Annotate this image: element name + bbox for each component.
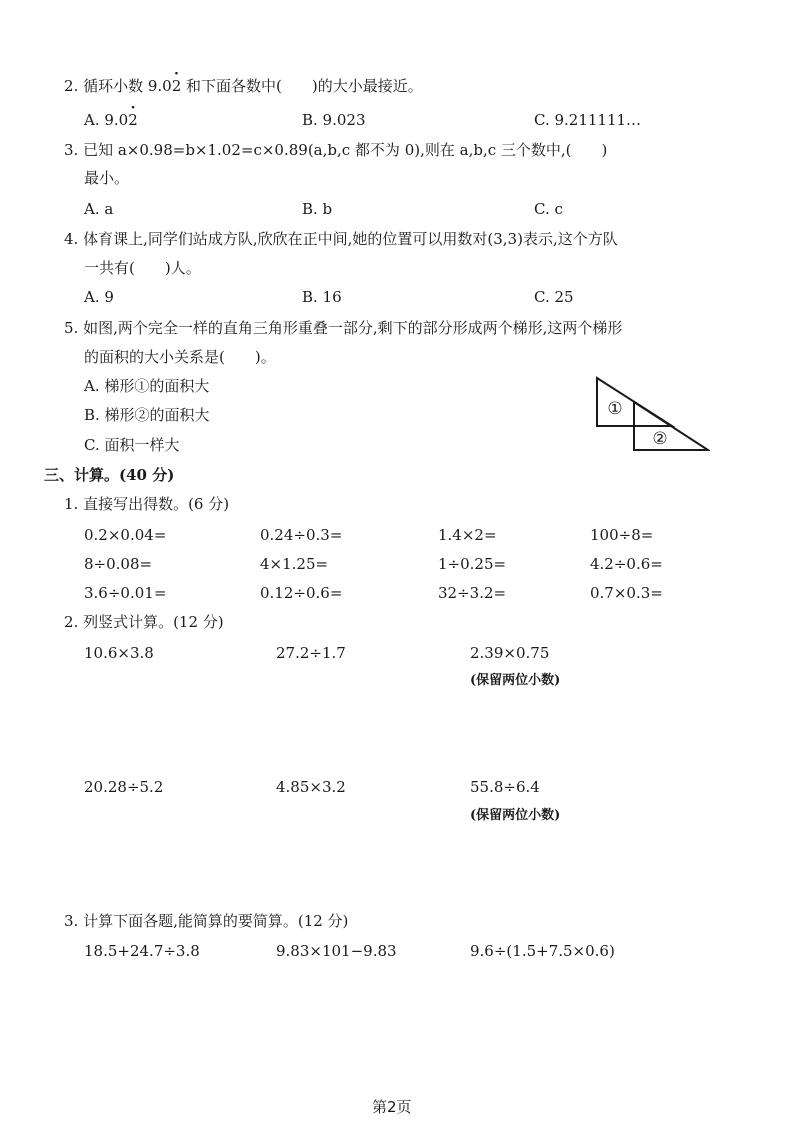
q2-option-b: B. 9.023 [302, 111, 366, 129]
q4-option-a: A. 9 [84, 288, 114, 306]
vertical-calc-item: 27.2÷1.7 [276, 644, 346, 662]
mental-math-item: 0.24÷0.3= [260, 526, 343, 544]
q5-option-b: B. 梯形②的面积大 [84, 406, 210, 424]
mental-math-item: 0.12÷0.6= [260, 584, 343, 602]
vertical-calc-item: 2.39×0.75 [470, 644, 550, 662]
mental-math-item: 3.6÷0.01= [84, 584, 167, 602]
q4-option-b: B. 16 [302, 288, 342, 306]
simplify-calc-item: 9.83×101−9.83 [276, 942, 397, 960]
q2-option-a-repeat-digit: · 2 [128, 110, 138, 130]
q5-stem-line2: 的面积的大小关系是( )。 [84, 348, 276, 366]
q3-option-c: C. c [534, 200, 563, 218]
mental-math-item: 8÷0.08= [84, 555, 153, 573]
part1-title: 1. 直接写出得数。(6 分) [64, 495, 230, 513]
vertical-calc-item: 20.28÷5.2 [84, 778, 164, 796]
q3-stem-line2: 最小。 [84, 169, 130, 187]
q5-option-a: A. 梯形①的面积大 [84, 377, 210, 395]
page-number: 第2页 [372, 1098, 412, 1116]
mental-math-item: 1.4×2= [438, 526, 497, 544]
q2-option-c: C. 9.211111… [534, 111, 642, 129]
q5-stem-line1: 5. 如图,两个完全一样的直角三角形重叠一部分,剩下的部分形成两个梯形,这两个梯形 [64, 319, 623, 337]
part3-title: 3. 计算下面各题,能简算的要简算。(12 分) [64, 912, 349, 930]
mental-math-item: 4.2÷0.6= [590, 555, 663, 573]
trapezoid-label-1: ① [607, 399, 623, 419]
q2-stem-suffix: 和下面各数中( )的大小最接近。 [181, 77, 423, 95]
q2-option-a-text: A. 9.0 [84, 111, 129, 129]
q3-option-a: A. a [84, 200, 114, 218]
mental-math-item: 0.2×0.04= [84, 526, 167, 544]
vertical-calc-item: 4.85×3.2 [276, 778, 346, 796]
q2-stem-number: 9.0 [147, 77, 172, 95]
q4-stem-line2: 一共有( )人。 [84, 259, 201, 277]
overlapping-triangles-figure [590, 372, 710, 456]
q2-stem-prefix: 2. 循环小数 [64, 77, 148, 95]
q3-stem-line1: 3. 已知 a×0.98=b×1.02=c×0.89(a,b,c 都不为 0),则在 a,b,c 三个数中,( ) [64, 141, 608, 159]
mental-math-item: 0.7×0.3= [590, 584, 663, 602]
mental-math-item: 1÷0.25= [438, 555, 507, 573]
vertical-calc-item: 55.8÷6.4 [470, 778, 540, 796]
q4-stem-line1: 4. 体育课上,同学们站成方队,欣欣在正中间,她的位置可以用数对(3,3)表示,这个方队 [64, 230, 618, 248]
q2-repeat-digit: · 2 [172, 76, 182, 96]
mental-math-item: 4×1.25= [260, 555, 329, 573]
rounding-note: (保留两位小数) [470, 673, 561, 688]
simplify-calc-item: 9.6÷(1.5+7.5×0.6) [470, 942, 615, 960]
q5-option-c: C. 面积一样大 [84, 436, 180, 454]
part2-title: 2. 列竖式计算。(12 分) [64, 613, 224, 631]
rounding-note: (保留两位小数) [470, 808, 561, 823]
q2-option-a [84, 110, 138, 130]
section3-title: 三、计算。(40 分) [44, 466, 175, 484]
q2-stem [64, 76, 423, 96]
vertical-calc-item: 10.6×3.8 [84, 644, 154, 662]
mental-math-item: 32÷3.2= [438, 584, 507, 602]
q3-option-b: B. b [302, 200, 333, 218]
q4-option-c: C. 25 [534, 288, 574, 306]
mental-math-item: 100÷8= [590, 526, 654, 544]
trapezoid-label-2: ② [652, 429, 668, 449]
simplify-calc-item: 18.5+24.7÷3.8 [84, 942, 200, 960]
